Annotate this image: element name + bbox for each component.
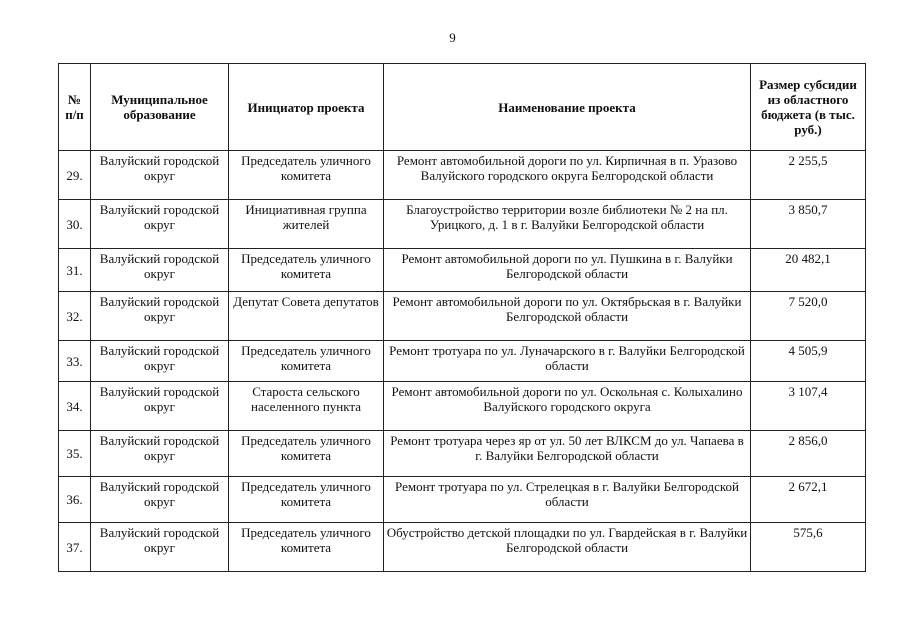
header-initiator: Инициатор проекта	[229, 64, 384, 151]
project-cell: Ремонт автомобильной дороги по ул. Кирпичная в п. Уразово Валуйского городского округа Белгородской области	[384, 151, 751, 200]
row-number: 34.	[59, 382, 91, 431]
initiator-cell: Председатель уличного комитета	[229, 151, 384, 200]
table-row	[59, 431, 866, 477]
row-number: 31.	[59, 249, 91, 292]
project-cell: Ремонт автомобильной дороги по ул. Октябрьская в г. Валуйки Белгородской области	[384, 292, 751, 341]
amount-cell: 575,6	[751, 523, 866, 572]
municipality-cell: Валуйский городской округ	[91, 382, 229, 431]
header-project: Наименование проекта	[384, 64, 751, 151]
row-number: 33.	[59, 341, 91, 382]
subsidy-table	[58, 63, 866, 572]
amount-cell: 20 482,1	[751, 249, 866, 292]
initiator-cell: Староста сельского населенного пункта	[229, 382, 384, 431]
initiator-cell: Председатель уличного комитета	[229, 477, 384, 523]
header-subsidy: Размер субсидии из областного бюджета (в тыс. руб.)	[751, 64, 866, 151]
municipality-cell: Валуйский городской округ	[91, 200, 229, 249]
project-cell: Ремонт тротуара по ул. Луначарского в г. Валуйки Белгородской области	[384, 341, 751, 382]
row-number: 32.	[59, 292, 91, 341]
project-cell: Ремонт тротуара через яр от ул. 50 лет ВЛКСМ до ул. Чапаева в г. Валуйки Белгородской области	[384, 431, 751, 477]
initiator-cell: Председатель уличного комитета	[229, 431, 384, 477]
project-cell: Обустройство детской площадки по ул. Гвардейская в г. Валуйки Белгородской области	[384, 523, 751, 572]
row-number: 35.	[59, 431, 91, 477]
table-row	[59, 151, 866, 200]
row-number: 30.	[59, 200, 91, 249]
project-cell: Ремонт автомобильной дороги по ул. Оскольная с. Колыхалино Валуйского городского округа	[384, 382, 751, 431]
header-row	[59, 64, 866, 151]
initiator-cell: Депутат Совета депутатов	[229, 292, 384, 341]
initiator-cell: Председатель уличного комитета	[229, 523, 384, 572]
amount-cell: 2 856,0	[751, 431, 866, 477]
table-row	[59, 341, 866, 382]
project-cell: Ремонт тротуара по ул. Стрелецкая в г. Валуйки Белгородской области	[384, 477, 751, 523]
amount-cell: 3 850,7	[751, 200, 866, 249]
amount-cell: 4 505,9	[751, 341, 866, 382]
row-number: 36.	[59, 477, 91, 523]
municipality-cell: Валуйский городской округ	[91, 249, 229, 292]
amount-cell: 2 672,1	[751, 477, 866, 523]
municipality-cell: Валуйский городской округ	[91, 477, 229, 523]
table-row	[59, 292, 866, 341]
amount-cell: 7 520,0	[751, 292, 866, 341]
amount-cell: 3 107,4	[751, 382, 866, 431]
municipality-cell: Валуйский городской округ	[91, 151, 229, 200]
amount-cell: 2 255,5	[751, 151, 866, 200]
project-cell: Ремонт автомобильной дороги по ул. Пушкина в г. Валуйки Белгородской области	[384, 249, 751, 292]
header-num: № п/п	[59, 64, 91, 151]
table-row	[59, 382, 866, 431]
project-cell: Благоустройство территории возле библиотеки № 2 на пл. Урицкого, д. 1 в г. Валуйки Белгородской области	[384, 200, 751, 249]
municipality-cell: Валуйский городской округ	[91, 523, 229, 572]
municipality-cell: Валуйский городской округ	[91, 341, 229, 382]
table-row	[59, 249, 866, 292]
row-number: 37.	[59, 523, 91, 572]
municipality-cell: Валуйский городской округ	[91, 431, 229, 477]
initiator-cell: Инициативная группа жителей	[229, 200, 384, 249]
initiator-cell: Председатель уличного комитета	[229, 341, 384, 382]
table-row	[59, 477, 866, 523]
municipality-cell: Валуйский городской округ	[91, 292, 229, 341]
header-municipality: Муниципальное образование	[91, 64, 229, 151]
table-row	[59, 523, 866, 572]
table-row	[59, 200, 866, 249]
initiator-cell: Председатель уличного комитета	[229, 249, 384, 292]
page-number: 9	[449, 30, 456, 45]
row-number: 29.	[59, 151, 91, 200]
